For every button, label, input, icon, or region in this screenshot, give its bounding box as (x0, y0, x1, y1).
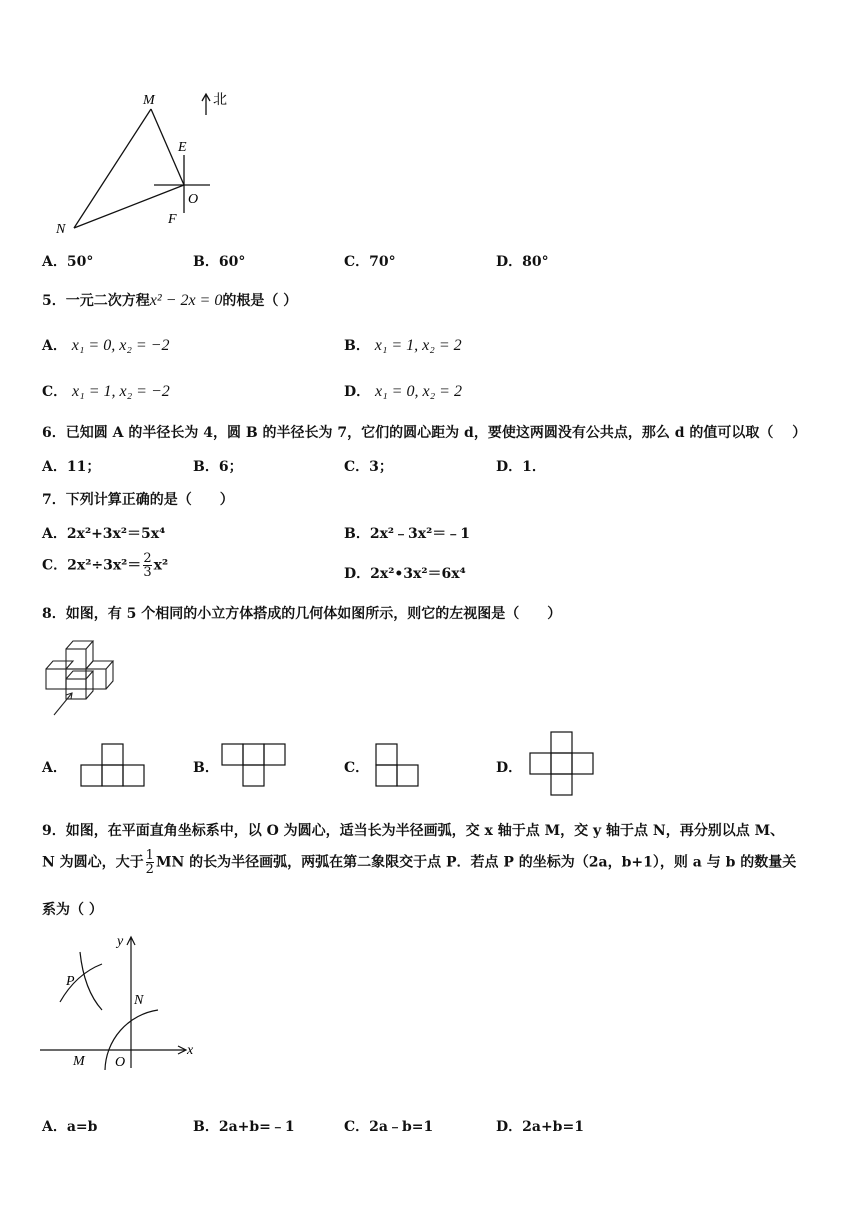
arc-from-N (80, 952, 102, 1010)
q9-frac-num: 1 (145, 848, 154, 863)
q7-option-d[interactable]: D．2x²•3x²＝6x⁴ (344, 566, 466, 582)
q8-option-b-label[interactable]: B． (193, 760, 219, 776)
q9-line2-pre: N 为圆心，大于 (42, 854, 144, 871)
q7-option-b[interactable]: B．2x²﹣3x²＝﹣1 (344, 526, 471, 542)
q8-option-a-label[interactable]: A． (42, 760, 67, 776)
q5-option-a-math: x₁ = 0, x₂ = −2 (71, 337, 170, 354)
q8-option-b-figure[interactable] (221, 743, 291, 791)
line-MN (74, 109, 151, 228)
q5-option-d-math: x₁ = 0, x₂ = 2 (375, 383, 462, 400)
q7-frac-den: 3 (143, 565, 152, 580)
label-O: O (115, 1055, 126, 1070)
q5-stem (42, 290, 297, 310)
q7-option-c[interactable] (42, 552, 168, 579)
q4-option-b[interactable]: B．60° (193, 254, 246, 270)
label-P: P (66, 974, 75, 989)
label-north: 北 (213, 92, 227, 108)
q6-option-d[interactable]: D．1． (496, 459, 546, 475)
q9-option-c[interactable]: C．2a﹣b=1 (344, 1119, 434, 1135)
q8-stem: 8．如图，有 5 个相同的小立方体搭成的几何体如图所示，则它的左视图是（ ） (42, 606, 562, 622)
q8-option-c-figure[interactable] (375, 743, 425, 791)
label-M: M (73, 1054, 85, 1069)
q7-option-a[interactable]: A．2x²+3x²＝5x⁴ (42, 526, 166, 542)
q6-stem: 6．已知圆 A 的半径长为 4，圆 B 的半径长为 7，它们的圆心距为 d，要使这两圆没有公共点，那么 d 的值可以取（ ） (42, 425, 807, 441)
q8-option-a-figure[interactable] (80, 743, 150, 791)
q8-solid-figure (40, 635, 140, 720)
label-N: N (56, 222, 66, 237)
q5-option-b-label: B． (344, 338, 370, 354)
q5-equation: x² − 2x = 0 (149, 292, 223, 309)
q7-frac-num: 2 (143, 551, 152, 566)
q5-option-c-math: x₁ = 1, x₂ = −2 (72, 383, 170, 400)
q8-option-d-label[interactable]: D． (496, 760, 523, 776)
q7-fraction (143, 552, 151, 579)
q9-line2-post: MN 的长为半径画弧，两弧在第二象限交于点 P．若点 P 的坐标为（2a，b+1），则 a 与 b 的数量关 (155, 854, 797, 871)
q4-option-a[interactable]: A．50° (42, 254, 94, 270)
q7-option-c-post: x² (153, 557, 169, 574)
q9-option-a[interactable]: A．a=b (42, 1119, 98, 1135)
q9-option-d[interactable]: D．2a+b=1 (496, 1119, 584, 1135)
q5-stem-pre: 5．一元二次方程 (42, 293, 150, 309)
q5-option-d-label: D． (344, 384, 371, 400)
q7-option-c-pre: C．2x²÷3x²＝ (42, 557, 142, 574)
q5-option-b-math: x₁ = 1, x₂ = 2 (374, 337, 462, 354)
q9-stem-line2 (42, 849, 796, 876)
q9-figure (40, 930, 210, 1075)
q7-stem: 7．下列计算正确的是（ ） (42, 492, 234, 508)
q8-option-d-figure[interactable] (529, 731, 599, 801)
q5-option-c[interactable] (42, 381, 170, 401)
label-O: O (188, 192, 199, 207)
label-F: F (168, 212, 177, 227)
q4-option-c[interactable]: C．70° (344, 254, 396, 270)
q8-option-c-label[interactable]: C． (344, 760, 370, 776)
q6-option-a[interactable]: A．11； (42, 459, 101, 475)
q4-option-d[interactable]: D．80° (496, 254, 549, 270)
q5-stem-post: 的根是（ ） (222, 293, 298, 309)
q4-figure (40, 85, 240, 245)
q6-option-c[interactable]: C．3； (344, 459, 393, 475)
label-x: x (187, 1043, 194, 1058)
q9-stem-line3: 系为（ ） (42, 902, 103, 918)
q5-option-c-label: C． (42, 384, 68, 400)
q5-option-a[interactable] (42, 335, 169, 355)
label-y: y (117, 934, 124, 949)
q6-option-b[interactable]: B．6； (193, 459, 243, 475)
q5-option-b[interactable] (344, 335, 462, 355)
q9-stem-line1: 9．如图，在平面直角坐标系中，以 O 为圆心，适当长为半径画弧，交 x 轴于点 M，交 y 轴于点 N，再分别以点 M、 (42, 823, 785, 839)
q5-option-a-label: A． (42, 338, 67, 354)
label-M: M (143, 93, 155, 108)
q9-frac-den: 2 (145, 862, 154, 877)
q9-option-b[interactable]: B．2a+b=﹣1 (193, 1119, 295, 1135)
q5-option-d[interactable] (344, 381, 462, 401)
label-N: N (134, 993, 144, 1008)
q9-fraction (146, 849, 154, 876)
label-E: E (178, 140, 187, 155)
